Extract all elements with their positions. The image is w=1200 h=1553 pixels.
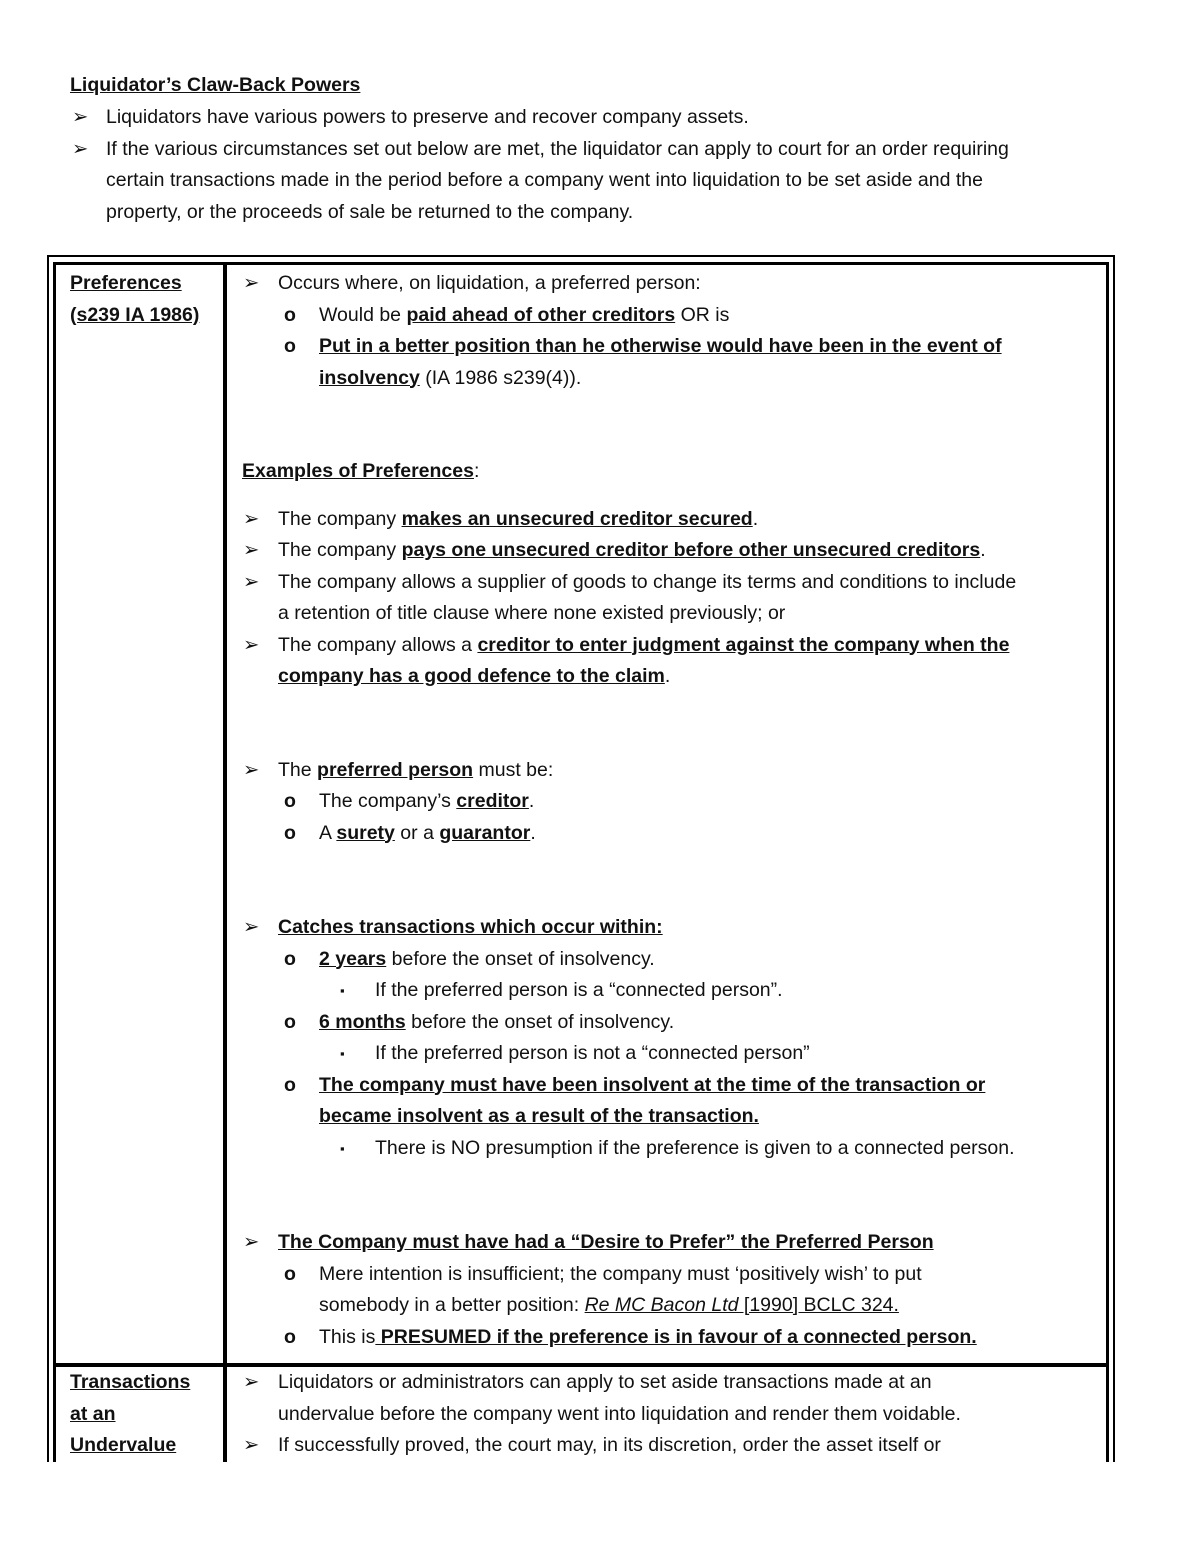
text: somebody in a better position: xyxy=(319,1294,585,1316)
emphasis-text: PRESUMED if the preference is in favour of a connected person. xyxy=(375,1325,977,1348)
intro-bullet-1 xyxy=(70,102,1130,134)
list-item xyxy=(242,1007,1100,1039)
section-heading: Examples of Preferences xyxy=(242,460,474,482)
list-item xyxy=(242,268,1100,300)
text: The company allows a xyxy=(278,633,478,656)
list-item xyxy=(242,1038,1100,1070)
emphasis-text: insolvency xyxy=(319,366,420,389)
circle-bullet-icon: o xyxy=(284,303,296,326)
label-s239: (s239 IA 1986) xyxy=(70,303,200,326)
page-title: Liquidator’s Claw-Back Powers xyxy=(70,74,361,96)
emphasis-text: paid ahead of other creditors xyxy=(406,303,676,326)
text: Mere intention is insufficient; the company must ‘positively wish’ to put xyxy=(319,1262,922,1285)
circle-bullet-icon: o xyxy=(284,790,296,812)
case-citation: [1990] BCLC 324. xyxy=(738,1294,899,1316)
arrow-bullet-icon: ➢ xyxy=(243,633,260,656)
case-name: Re MC Bacon Ltd xyxy=(584,1294,739,1316)
list-item-continuation xyxy=(242,1399,1100,1431)
circle-bullet-icon: o xyxy=(284,335,296,357)
text: This is xyxy=(319,1325,376,1348)
emphasis-text: Put in a better position than he otherwise would have been in the event of xyxy=(319,335,1002,357)
square-bullet-icon: ▪ xyxy=(340,1140,345,1156)
text: The company allows a supplier of goods to change its terms and conditions to include xyxy=(278,570,1017,593)
text: . xyxy=(528,790,535,812)
arrow-bullet-icon: ➢ xyxy=(72,137,89,160)
label-undervalue: Undervalue xyxy=(70,1434,177,1456)
list-item xyxy=(242,300,1100,332)
text: Liquidators or administrators can apply to set aside transactions made at an xyxy=(278,1371,932,1393)
circle-bullet-icon: o xyxy=(284,1073,296,1096)
text: The company xyxy=(278,539,402,561)
intro-list xyxy=(70,102,1130,228)
emphasis-text: Catches transactions which occur within: xyxy=(278,916,663,938)
circle-bullet-icon: o xyxy=(284,1325,296,1348)
circle-bullet-icon: o xyxy=(284,947,296,970)
emphasis-text: 6 months xyxy=(319,1010,406,1033)
emphasis-text: became insolvent as a result of the transaction. xyxy=(319,1105,759,1127)
text: A xyxy=(319,821,337,844)
occurs-text: Occurs where, on liquidation, a preferred person: xyxy=(278,272,701,294)
circle-bullet-icon: o xyxy=(284,821,296,844)
examples-heading xyxy=(242,456,1100,488)
list-item xyxy=(242,1227,1100,1259)
circle-bullet-icon: o xyxy=(284,1010,296,1033)
arrow-bullet-icon: ➢ xyxy=(243,507,260,530)
list-item-continuation xyxy=(242,1290,1100,1322)
arrow-bullet-icon: ➢ xyxy=(243,916,260,938)
arrow-bullet-icon: ➢ xyxy=(243,1434,260,1456)
text: or a xyxy=(394,821,440,844)
text: The company xyxy=(278,507,402,530)
arrow-bullet-icon: ➢ xyxy=(243,570,260,593)
text: OR is xyxy=(675,303,730,326)
list-item xyxy=(242,331,1100,363)
emphasis-text: pays one unsecured creditor before other unsecured creditors xyxy=(401,539,981,561)
label-transactions: Transactions xyxy=(70,1371,191,1393)
emphasis-text: makes an unsecured creditor secured xyxy=(401,507,753,530)
list-item xyxy=(242,535,1100,567)
text: a retention of title clause where none existed previously; or xyxy=(278,602,786,624)
label-preferences: Preferences xyxy=(70,272,182,294)
preferences-content xyxy=(242,268,1100,1353)
list-item-continuation xyxy=(242,363,1100,395)
list-item xyxy=(242,786,1100,818)
intro-text-2c: property, or the proceeds of sale be returned to the company. xyxy=(106,200,634,223)
text: If the preferred person is not a “connected person” xyxy=(375,1042,810,1064)
intro-text-2b: certain transactions made in the period before a company went into liquidation to be set aside and the xyxy=(106,169,983,191)
emphasis-text: preferred person xyxy=(317,758,474,781)
text: undervalue before the company went into liquidation and render them voidable. xyxy=(278,1402,961,1425)
text: If successfully proved, the court may, in its discretion, order the asset itself or xyxy=(278,1434,941,1456)
text: There is NO presumption if the preference is given to a connected person. xyxy=(375,1136,1015,1159)
arrow-bullet-icon: ➢ xyxy=(243,758,260,781)
list-item-continuation xyxy=(242,1101,1100,1133)
list-item-continuation xyxy=(242,598,1100,630)
emphasis-text: surety xyxy=(336,821,395,844)
label-at-an: at an xyxy=(70,1402,116,1425)
list-item xyxy=(242,1322,1100,1354)
text: If the preferred person is a “connected person”. xyxy=(375,979,783,1001)
list-item xyxy=(242,630,1100,662)
text: must be: xyxy=(473,758,554,781)
emphasis-text: The company must have been insolvent at the time of the transaction or xyxy=(319,1073,986,1096)
list-item xyxy=(242,1070,1100,1102)
text: . xyxy=(530,821,536,844)
text: Would be xyxy=(319,303,407,326)
intro-text-2a: If the various circumstances set out below are met, the liquidator can apply to court for an order requiring xyxy=(106,137,1009,160)
arrow-bullet-icon: ➢ xyxy=(243,1231,260,1253)
text: . xyxy=(664,665,671,687)
arrow-bullet-icon: ➢ xyxy=(243,539,260,561)
intro-text-1: Liquidators have various powers to preserve and recover company assets. xyxy=(106,106,749,128)
emphasis-text: 2 years xyxy=(319,947,387,970)
square-bullet-icon: ▪ xyxy=(340,1046,345,1061)
list-item xyxy=(242,944,1100,976)
text: before the onset of insolvency. xyxy=(405,1010,675,1033)
list-item xyxy=(242,912,1100,944)
column-divider xyxy=(223,262,227,1462)
arrow-bullet-icon: ➢ xyxy=(72,106,89,128)
circle-bullet-icon: o xyxy=(284,1262,296,1285)
emphasis-text: The Company must have had a “Desire to Prefer” the Preferred Person xyxy=(278,1231,934,1253)
list-item xyxy=(242,504,1100,536)
text: (IA 1986 s239(4)). xyxy=(419,366,582,389)
list-item xyxy=(242,1259,1100,1291)
emphasis-text: creditor to enter judgment against the company when the xyxy=(477,633,1010,656)
text: before the onset of insolvency. xyxy=(386,947,655,970)
list-item-continuation xyxy=(242,661,1100,693)
emphasis-text: company has a good defence to the claim xyxy=(278,665,665,687)
list-item xyxy=(242,567,1100,599)
row-label-preferences xyxy=(70,268,199,331)
arrow-bullet-icon: ➢ xyxy=(243,272,260,294)
undervalue-content xyxy=(242,1367,1100,1462)
text: . xyxy=(752,507,759,530)
list-item xyxy=(242,755,1100,787)
emphasis-text: creditor xyxy=(456,790,529,812)
list-item xyxy=(242,1367,1100,1399)
row-label-undervalue xyxy=(70,1367,190,1462)
text: The company’s xyxy=(319,790,457,812)
text: . xyxy=(980,539,986,561)
text: : xyxy=(473,460,480,482)
square-bullet-icon: ▪ xyxy=(340,983,345,998)
list-item xyxy=(242,818,1100,850)
text: The xyxy=(278,758,318,781)
arrow-bullet-icon: ➢ xyxy=(243,1371,260,1393)
list-item xyxy=(242,1430,1100,1462)
emphasis-text: guarantor xyxy=(439,821,531,844)
list-item xyxy=(242,1133,1100,1165)
list-item xyxy=(242,975,1100,1007)
intro-bullet-2 xyxy=(70,134,1130,229)
